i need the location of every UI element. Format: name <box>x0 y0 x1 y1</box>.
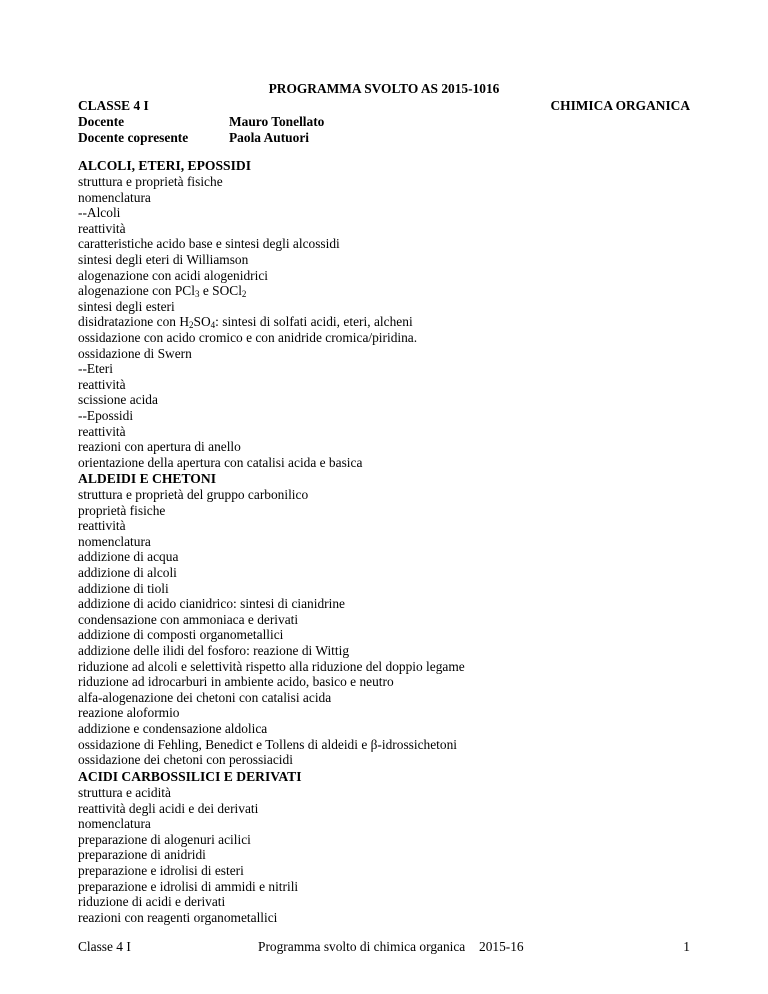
list-item: addizione di acido cianidrico: sintesi di cianidrine <box>78 596 345 612</box>
list-item: sintesi degli eteri di Williamson <box>78 251 249 267</box>
list-item: condensazione con ammoniaca e derivati <box>78 611 299 627</box>
list-item: addizione e condensazione aldolica <box>78 720 268 736</box>
list-item: proprietà fisiche <box>78 502 166 518</box>
footer-year: 2015-16 <box>479 939 524 954</box>
list-item: reazione aloformio <box>78 705 180 721</box>
list-item: alogenazione con acidi alogenidrici <box>78 267 268 283</box>
list-item: preparazione di anidridi <box>78 847 206 863</box>
list-item: alogenazione con PCl$_3$ e SOCl$_2$ <box>78 283 247 300</box>
list-item: struttura e proprietà fisiche <box>78 174 223 189</box>
list-item: --Alcoli <box>78 205 121 221</box>
page-number: 1 <box>683 939 690 954</box>
section-title-aldeidi: ALDEIDI E CHETONI <box>78 471 216 486</box>
list-item: reazioni con reagenti organometallici <box>78 909 278 925</box>
list-item: reattività degli acidi e dei derivati <box>78 800 259 816</box>
subject-label: CHIMICA ORGANICA <box>550 98 690 113</box>
list-item: riduzione ad alcoli e selettività rispetto alla riduzione del doppio legame <box>78 658 465 674</box>
page-title: PROGRAMMA SVOLTO AS 2015-1016 <box>268 81 500 96</box>
list-item: alfa-alogenazione dei chetoni con catalisi acida <box>78 689 332 705</box>
list-item: addizione di tioli <box>78 580 169 596</box>
list-item: reattività <box>78 423 126 439</box>
footer-class: Classe 4 I <box>78 939 131 954</box>
section-items-alcoli <box>78 174 417 470</box>
list-item: --Eteri <box>78 361 113 377</box>
list-item: orientazione della apertura con catalisi acida e basica <box>78 454 363 470</box>
section-items-aldeidi <box>78 487 465 768</box>
list-item: addizione di alcoli <box>78 564 177 580</box>
section-title-alcoli: ALCOLI, ETERI, EPOSSIDI <box>78 158 251 173</box>
list-item: struttura e proprietà del gruppo carbonilico <box>78 487 309 502</box>
list-item: addizione delle ilidi del fosforo: reazione di Wittig <box>78 642 350 658</box>
list-item: nomenclatura <box>78 533 151 549</box>
list-item: reazioni con apertura di anello <box>78 439 241 455</box>
list-item: preparazione e idrolisi di esteri <box>78 862 244 878</box>
list-item: scissione acida <box>78 392 158 408</box>
coteacher-name: Paola Autuori <box>229 130 309 145</box>
list-item: ossidazione dei chetoni con perossiacidi <box>78 752 293 768</box>
list-item: caratteristiche acido base e sintesi degli alcossidi <box>78 236 340 252</box>
list-item: ossidazione di Swern <box>78 345 192 361</box>
list-item: riduzione di acidi e derivati <box>78 894 226 910</box>
list-item: preparazione di alogenuri acilici <box>78 831 251 847</box>
list-item: sintesi degli esteri <box>78 298 175 314</box>
list-item: reattività <box>78 220 126 236</box>
footer-title: Programma svolto di chimica organica <box>258 939 466 954</box>
list-item: reattività <box>78 518 126 534</box>
list-item: disidratazione con $H_2SO_4$: sintesi di solfati acidi, eteri, alcheni <box>78 314 413 331</box>
class-label: CLASSE 4 I <box>78 98 149 113</box>
section-items-acidi <box>78 785 298 925</box>
list-item: nomenclatura <box>78 816 151 832</box>
list-item: nomenclatura <box>78 189 151 205</box>
list-item: --Epossidi <box>78 407 134 423</box>
teacher-label: Docente <box>78 114 125 129</box>
list-item: ossidazione di Fehling, Benedict e Tollens di aldeidi e β-idrossichetoni <box>78 736 458 752</box>
list-item: struttura e acidità <box>78 785 171 800</box>
list-item: addizione di acqua <box>78 549 179 565</box>
list-item: addizione di composti organometallici <box>78 627 284 643</box>
section-title-acidi: ACIDI CARBOSSILICI E DERIVATI <box>78 769 302 784</box>
list-item: ossidazione con acido cromico e con anidride cromica/piridina. <box>78 329 418 345</box>
coteacher-label: Docente copresente <box>78 130 189 145</box>
list-item: preparazione e idrolisi di ammidi e nitrili <box>78 878 299 894</box>
list-item: reattività <box>78 376 126 392</box>
list-item: riduzione ad idrocarburi in ambiente acido, basico e neutro <box>78 674 394 690</box>
teacher-name: Mauro Tonellato <box>229 114 325 129</box>
